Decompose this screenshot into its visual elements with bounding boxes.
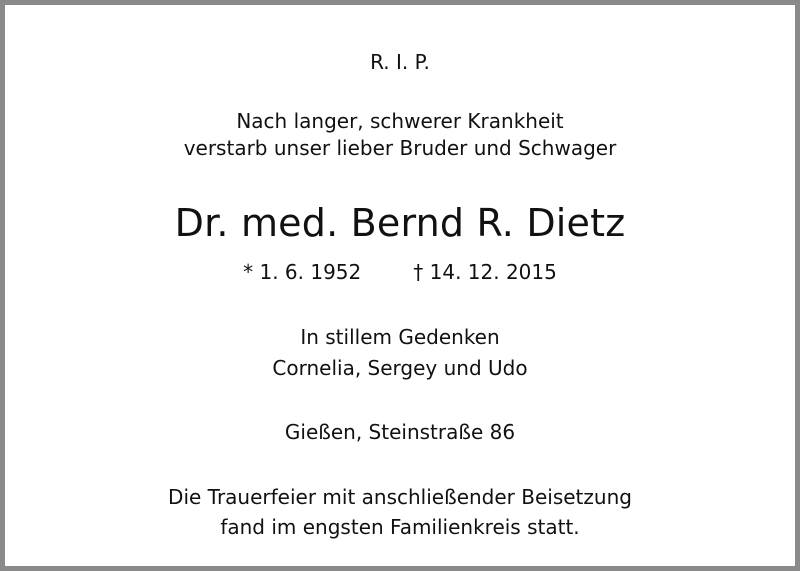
life-dates xyxy=(5,259,795,285)
ceremony-line-1: Die Trauerfeier mit anschließender Beisetzung xyxy=(168,485,632,509)
memorial-line-2: Cornelia, Sergey und Udo xyxy=(272,356,528,380)
deceased-name: Dr. med. Bernd R. Dietz xyxy=(174,201,626,245)
rip-heading: R. I. P. xyxy=(370,50,430,74)
address-line: Gießen, Steinstraße 86 xyxy=(284,420,516,444)
intro-line-1: Nach langer, schwerer Krankheit xyxy=(236,109,564,133)
intro-line-2: verstarb unser lieber Bruder und Schwager xyxy=(183,136,617,160)
ceremony-line-2: fand im engsten Familienkreis statt. xyxy=(220,515,580,539)
memorial-line-1: In stillem Gedenken xyxy=(300,325,500,349)
birth-date: * 1. 6. 1952 xyxy=(243,260,362,284)
death-date: † 14. 12. 2015 xyxy=(413,260,557,284)
